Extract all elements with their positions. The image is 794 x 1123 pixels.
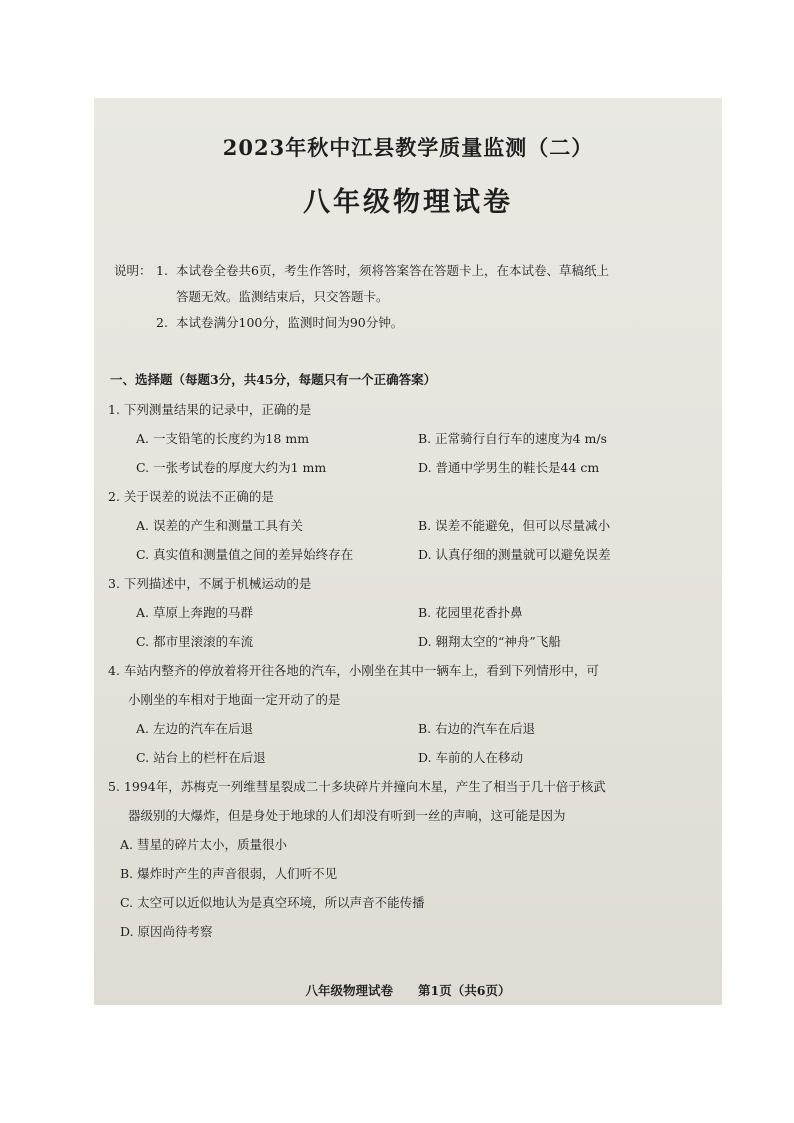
option-c: C. 真实值和测量值之间的差异始终存在 [136,547,354,562]
exam-title: 2023年秋中江县教学质量监测（二） [222,135,594,160]
question [108,482,708,569]
option-b: B. 花园里花香扑鼻 [418,605,523,620]
question [108,395,708,482]
option-d: D. 普通中学男生的鞋长是44 cm [418,460,600,475]
question-stem-continued: 小刚坐的车相对于地面一定开动了的是 [128,692,341,707]
question-stem: 4. 车站内整齐的停放着将开往各地的汽车，小刚坐在其中一辆车上，看到下列情形中，可 [108,663,599,678]
exam-page [94,98,722,1005]
option-d: D. 车前的人在移动 [418,750,524,765]
option-c: C. 太空可以近似地认为是真空环境，所以声音不能传播 [120,895,425,910]
page-footer: 八年级物理试卷 第1页（共6页） [305,983,511,998]
option-b: B. 右边的汽车在后退 [418,721,536,736]
option-a: A. 一支铅笔的长度约为18 mm [136,431,310,446]
question-stem: 2. 关于误差的说法不正确的是 [108,489,274,504]
instructions [114,258,704,336]
question-list [108,395,708,946]
question-stem-continued: 器级别的大爆炸，但是身处于地球的人们却没有听到一丝的声响，这可能是因为 [128,808,566,823]
option-a: A. 彗星的碎片太小，质量很小 [120,837,287,852]
instruction-number: 1. [156,263,168,278]
question [108,569,708,656]
option-b: B. 爆炸时产生的声音很弱，人们听不见 [120,866,338,881]
question-stem: 1. 下列测量结果的记录中，正确的是 [108,402,312,417]
instruction-text: 答题无效。监测结束后，只交答题卡。 [176,289,389,304]
section-heading: 一、选择题（每题3分，共45分，每题只有一个正确答案） [110,372,437,387]
exam-subtitle: 八年级物理试卷 [303,187,513,218]
option-d: D. 认真仔细的测量就可以避免误差 [418,547,611,562]
option-b: B. 正常骑行自行车的速度为4 m/s [418,431,608,446]
option-a: A. 草原上奔跑的马群 [136,605,253,620]
question [108,656,708,772]
option-c: C. 都市里滚滚的车流 [136,634,254,649]
option-a: A. 误差的产生和测量工具有关 [136,518,303,533]
question-stem: 3. 下列描述中，不属于机械运动的是 [108,576,312,591]
instruction-text: 本试卷满分100分，监测时间为90分钟。 [176,315,404,330]
instructions-label: 说明： [114,263,152,278]
option-c: C. 站台上的栏杆在后退 [136,750,266,765]
option-c: C. 一张考试卷的厚度大约为1 mm [136,460,327,475]
option-d: D. 原因尚待考察 [120,924,213,939]
option-d: D. 翱翔太空的“神舟”飞船 [418,634,561,649]
option-a: A. 左边的汽车在后退 [136,721,253,736]
option-b: B. 误差不能避免，但可以尽量减小 [418,518,611,533]
question-stem: 5. 1994年，苏梅克一列维彗星裂成二十多块碎片并撞向木星，产生了相当于几十倍于核武 [108,779,606,794]
instruction-number: 2. [156,315,168,330]
question [108,772,708,946]
instruction-text: 本试卷全卷共6页，考生作答时，须将答案答在答题卡上，在本试卷、草稿纸上 [176,263,609,278]
